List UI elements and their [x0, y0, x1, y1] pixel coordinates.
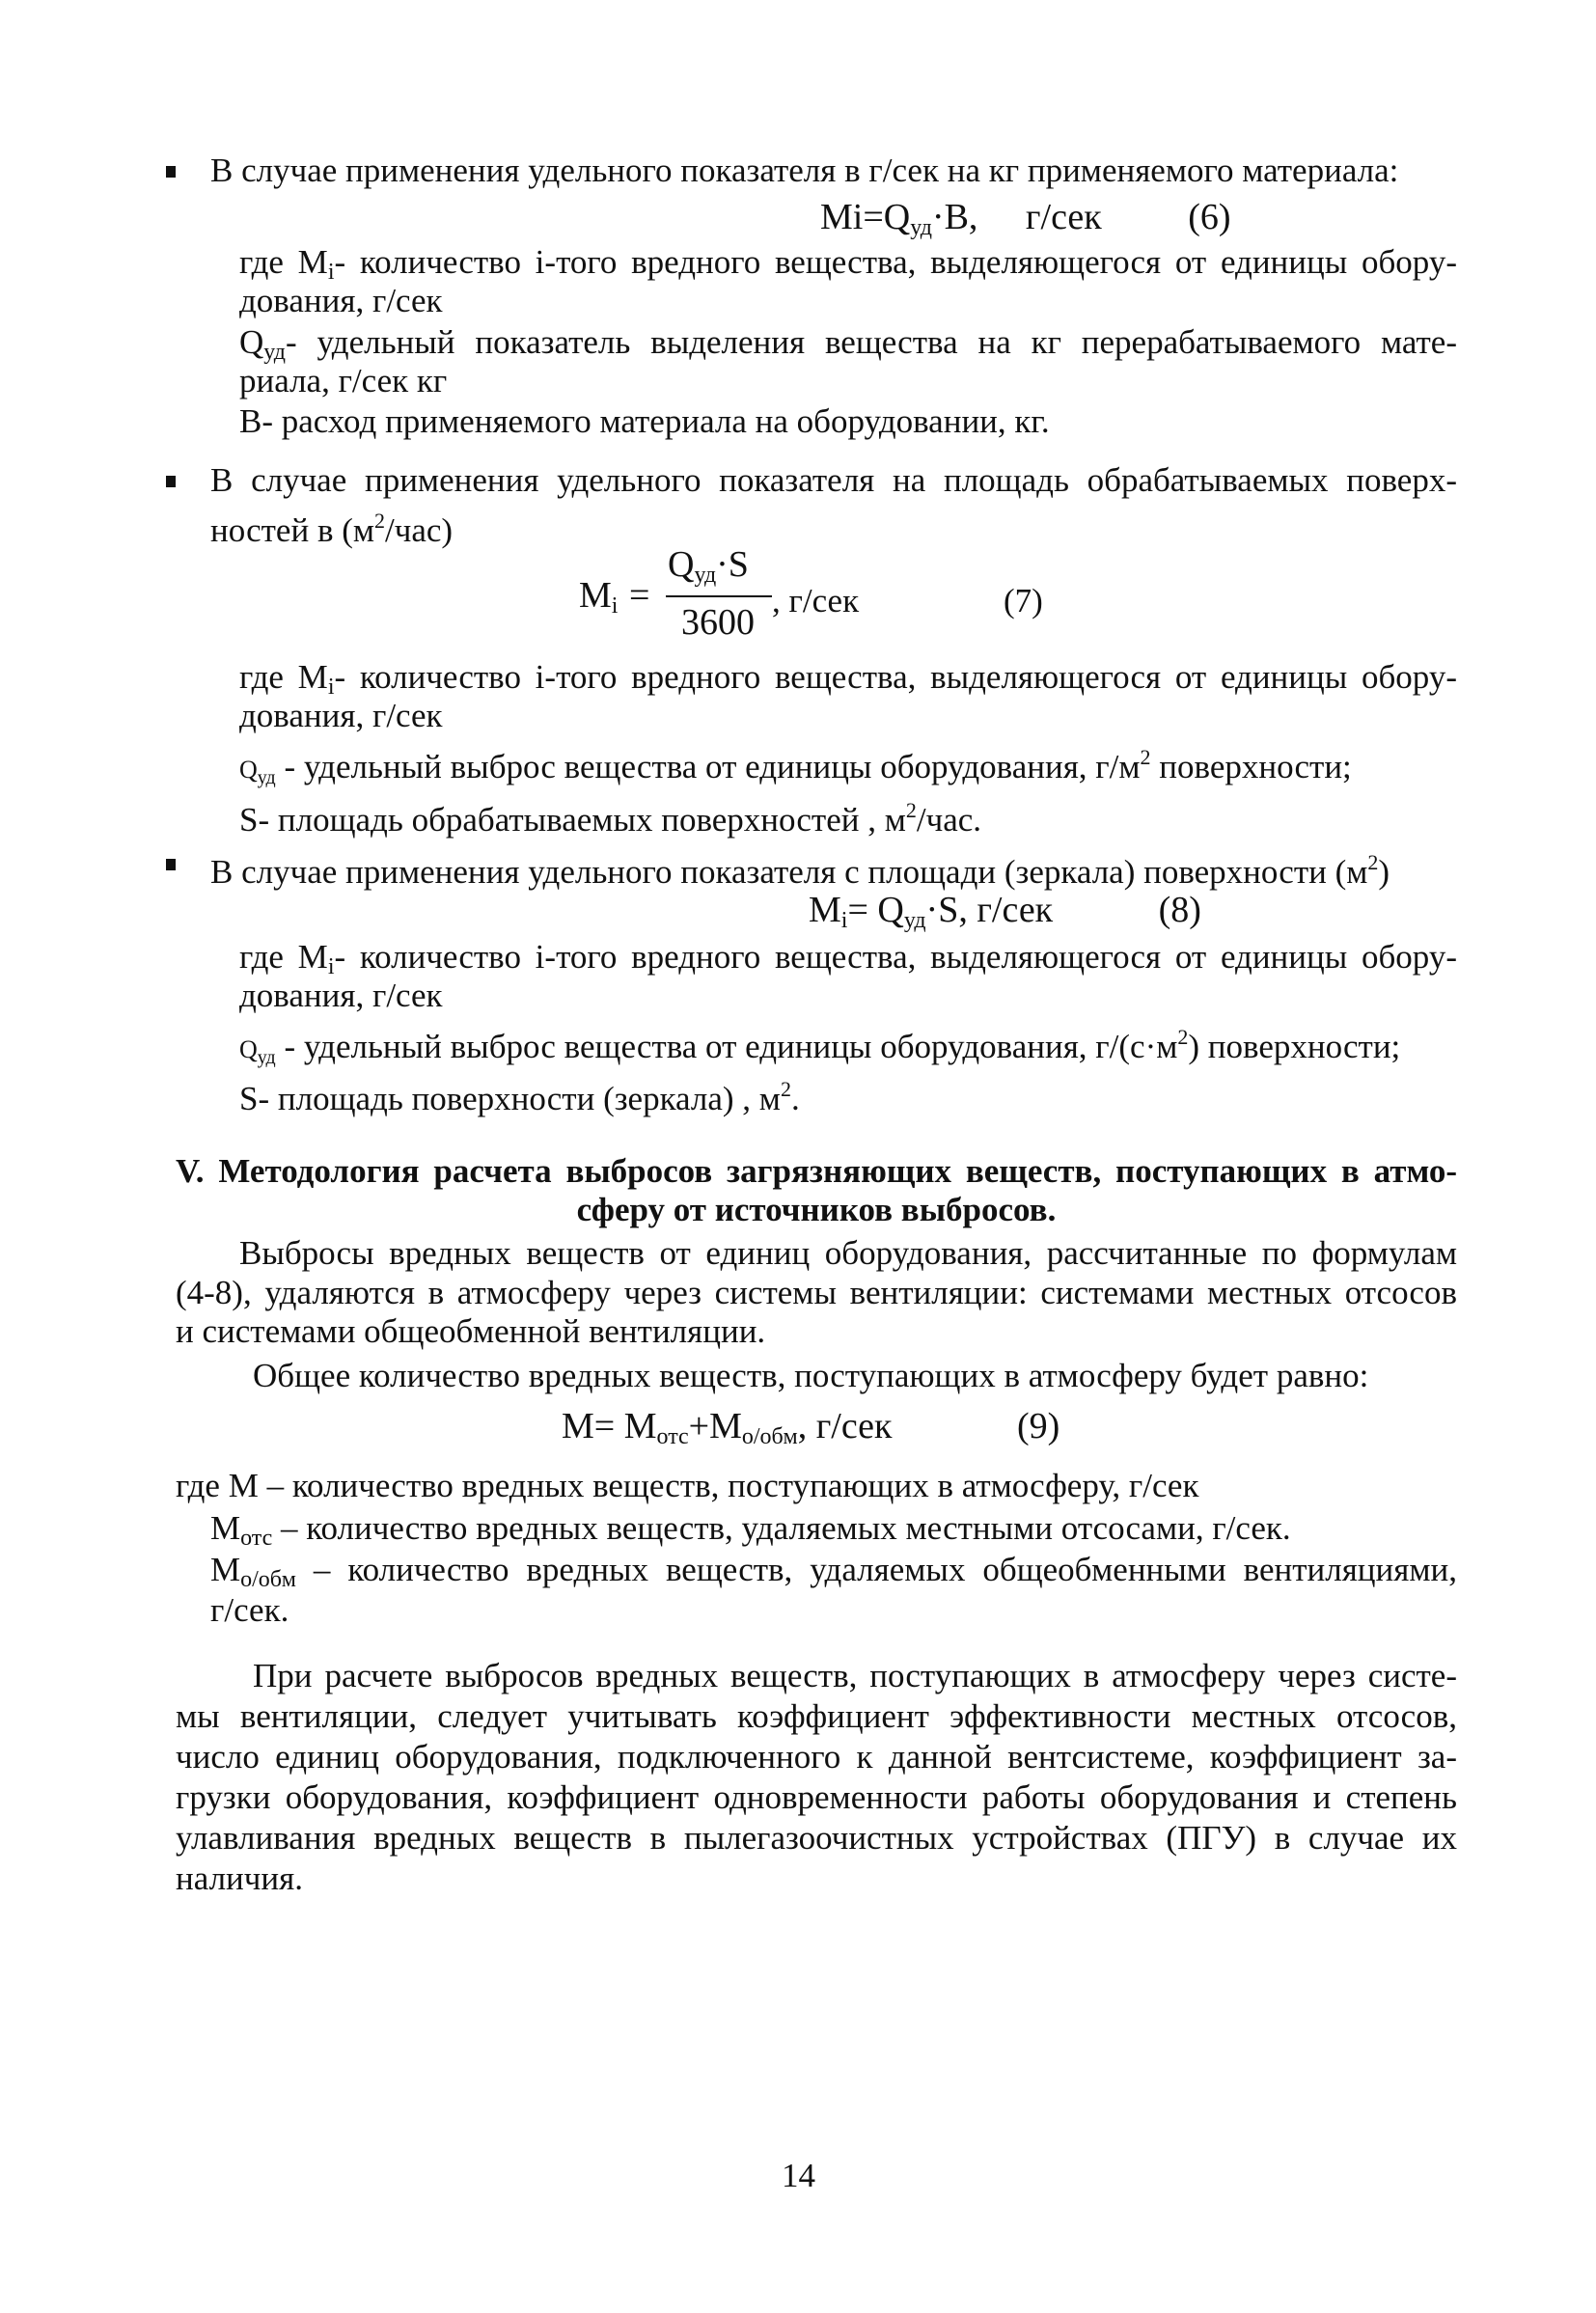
page-number: 14 — [782, 2157, 815, 2194]
bullet2-where3: S- площадь обрабатываемых поверхностей , $м^2$/час. — [239, 798, 982, 839]
bullet3-where1: где $M_i-$ количество i-того вредного вещества, выделяющегося от единицы обору- — [239, 938, 1457, 979]
where-line: $M_{отс}$ – количество вредных веществ, удаляемых местными отсосами, г/сек. — [210, 1509, 1291, 1551]
section-heading-cont: сферу от источников выбросов. — [576, 1191, 1057, 1228]
bullet1-where2: $Q_{уд}-$ удельный показатель выделения вещества на кг перерабатываемого мате- — [239, 323, 1457, 365]
bullet-marker — [166, 476, 176, 487]
bullet3-where1-cont: дования, г/сек — [239, 977, 443, 1014]
paragraph-3: улавливания вредных веществ в пылегазоочистных устройствах (ПГУ) в случае их — [176, 1819, 1457, 1857]
bullet2-where2: $Q_{уд}$ - удельный выброс вещества от единицы оборудования, $г/м^2$ поверхности; — [239, 745, 1352, 788]
bullet3-intro: В случае применения удельного показателя с площади (зеркала) поверхности $(м^2)$ — [210, 850, 1390, 891]
bullet1-where1-cont: дования, г/сек — [239, 282, 443, 319]
bullet1-where3: B- расход применяемого материала на оборудовании, кг. — [239, 402, 1050, 440]
section-heading: V. Методология расчета выбросов загрязняющих веществ, поступающих в атмо- — [176, 1152, 1457, 1190]
bullet-marker — [166, 166, 176, 178]
bullet2-intro: В случае применения удельного показателя на площадь обрабатываемых поверх- — [210, 461, 1457, 499]
where-line: где M – количество вредных веществ, поступающих в атмосферу, г/сек — [176, 1467, 1199, 1504]
bullet1-where2-cont: риала, г/сек кг — [239, 362, 448, 399]
bullet3-where2: $Q_{уд}$ - удельный выброс вещества от единицы оборудования, $г/(с\cdot м^2)$ поверхности; — [239, 1025, 1401, 1068]
bullet1-where1: где $M_i-$ количество i-того вредного вещества, выделяющегося от единицы обору- — [239, 243, 1457, 285]
paragraph-3: грузки оборудования, коэффициент одновременности работы оборудования и степень — [176, 1778, 1457, 1816]
bullet1-intro: В случае применения удельного показателя в г/сек на кг применяемого материала: — [210, 151, 1399, 189]
formula-9: $M= M_{отс}+M_{о/обм}$, г/сек (9) — [562, 1406, 1060, 1449]
paragraph-1: (4-8), удаляются в атмосферу через системы вентиляции: системами местных отсосов — [176, 1274, 1457, 1311]
formula-6: $Mi=Q_{уд}\cdot B$, г/сек (6) — [820, 197, 1231, 240]
bullet2-where1: где $M_i-$ количество i-того вредного вещества, выделяющегося от единицы обору- — [239, 658, 1457, 700]
paragraph-1: и системами общеобменной вентиляции. — [176, 1312, 766, 1350]
formula-8: $M_i= Q_{уд}\cdot S$, г/сек (8) — [809, 890, 1201, 933]
paragraph-2: Общее количество вредных веществ, поступающих в атмосферу будет равно: — [253, 1357, 1369, 1394]
bullet-marker — [166, 859, 176, 870]
paragraph-3: При расчете выбросов вредных веществ, поступающих в атмосферу через систе- — [253, 1657, 1457, 1694]
bullet2-intro-cont: ностей в $(м^2/час)$ — [210, 509, 454, 549]
bullet2-where1-cont: дования, г/сек — [239, 697, 443, 734]
where-line: $M_{о/обм}$ – количество вредных веществ, удаляемых общеобменными вентиляциями, — [210, 1551, 1457, 1592]
formula-7: $M_i$ = $Q_{уд}\cdot S$ 3600 , г/сек (7) — [579, 544, 1043, 643]
where-line-cont: г/сек. — [210, 1591, 289, 1629]
paragraph-1: Выбросы вредных веществ от единиц оборудования, рассчитанные по формулам — [239, 1234, 1457, 1272]
paragraph-3: число единиц оборудования, подключенного к данной вентсистеме, коэффициент за- — [176, 1738, 1457, 1776]
bullet3-where3: S- площадь поверхности (зеркала) , $м^2$. — [239, 1077, 800, 1117]
paragraph-3: наличия. — [176, 1859, 303, 1897]
paragraph-3: мы вентиляции, следует учитывать коэффициент эффективности местных отсосов, — [176, 1697, 1457, 1735]
